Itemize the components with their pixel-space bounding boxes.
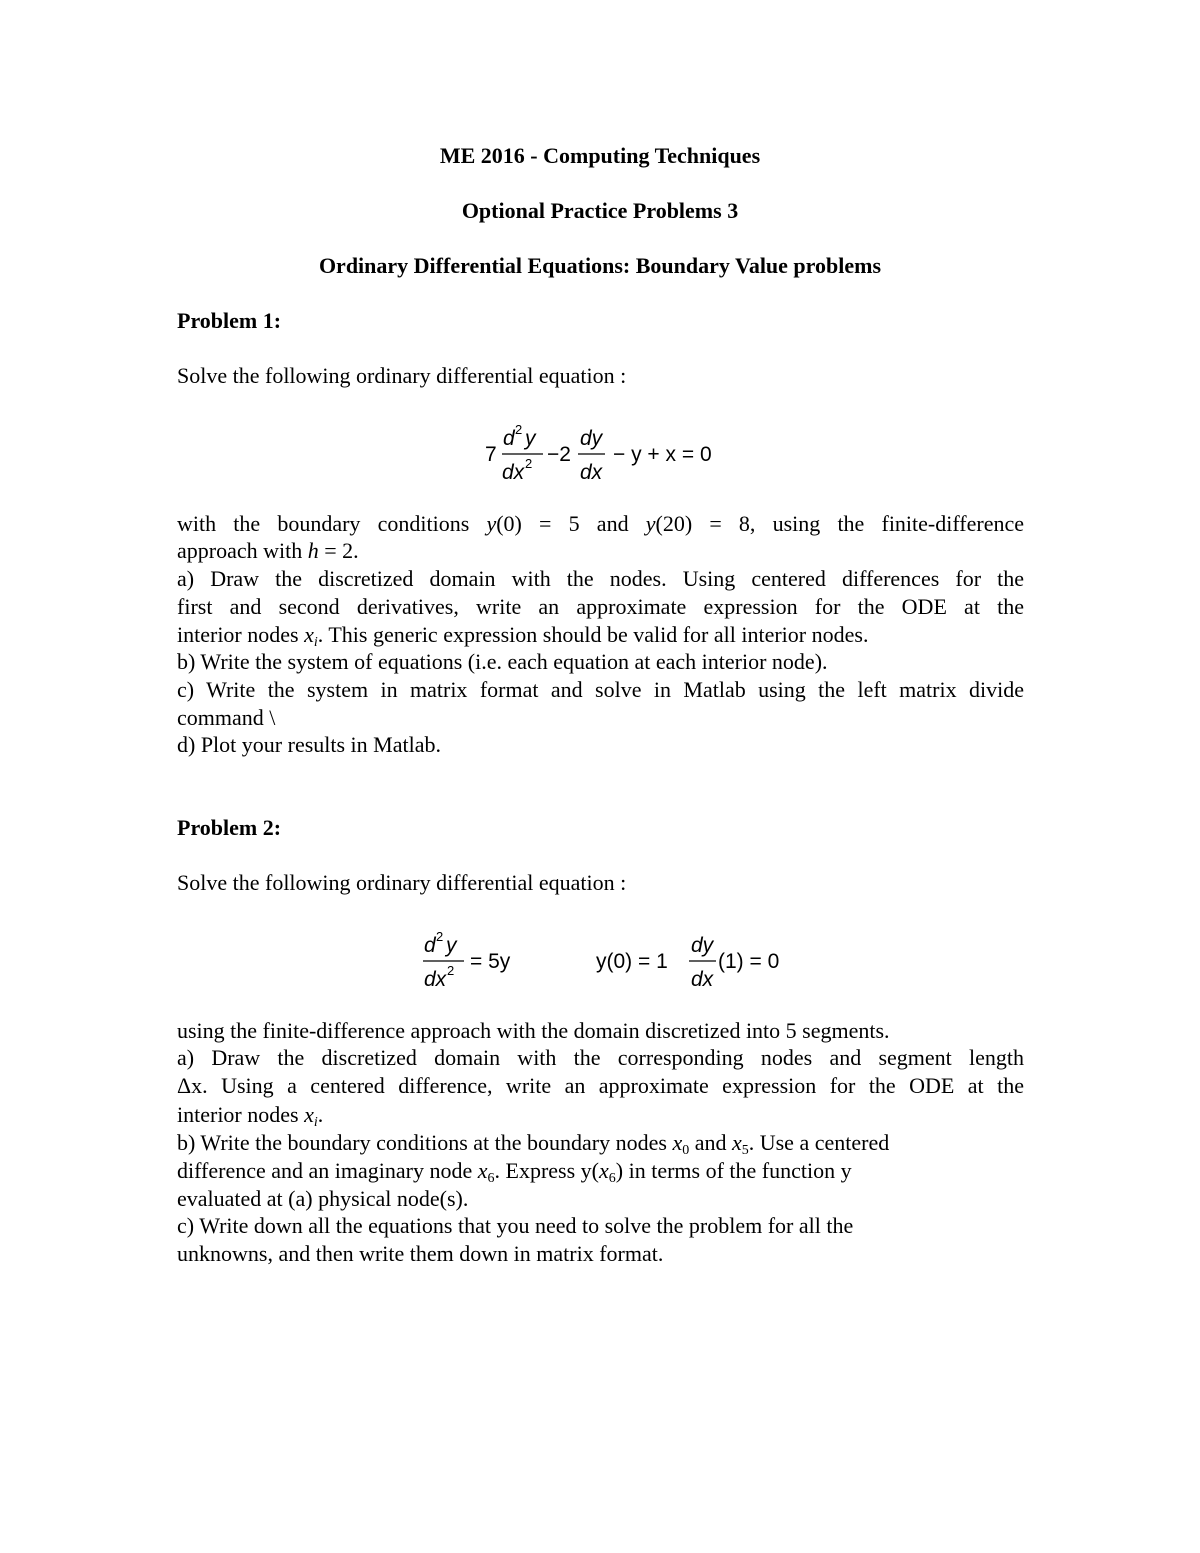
svg-text:dy: dy (691, 934, 714, 957)
svg-text:− y + x = 0: − y + x = 0 (613, 443, 712, 466)
svg-text:y: y (525, 427, 536, 450)
page-subtitle: Optional Practice Problems 3 (461, 198, 739, 223)
svg-text:d: d (503, 427, 515, 450)
svg-text:y: y (446, 934, 457, 957)
svg-text:dx: dx (580, 461, 603, 484)
problem1-approach-line: approach with h = 2. (177, 538, 359, 563)
svg-text:= 5y: = 5y (470, 950, 511, 973)
problem2-part-b-line2: difference and an imaginary node $x_6$. Express $y(x_6)$ in terms of the function y (177, 1158, 852, 1186)
problem2-part-a-line3: interior nodes $x_i$. (177, 1102, 324, 1130)
topic-title: Ordinary Differential Equations: Boundary Value problems (318, 253, 882, 278)
svg-text:d: d (424, 934, 436, 957)
problem2-part-b-line3: evaluated at (a) physical node(s). (177, 1186, 469, 1211)
problem1-boundary-line: with the boundary conditions y(0) = 5 and y(20) = 8, using the finite-difference (177, 511, 1025, 536)
problem1-part-c-line1: c) Write the system in matrix format and solve in Matlab using the left matrix divide (177, 677, 1024, 702)
svg-text:2: 2 (447, 963, 455, 978)
problem2-part-a-line2: Δx. Using a centered difference, write an approximate expression for the ODE at the (177, 1073, 1024, 1098)
svg-text:−2: −2 (547, 443, 571, 466)
problem1-heading: Problem 1: (177, 308, 282, 333)
problem1-part-a-line2: first and second derivatives, write an approximate expression for the ODE at the (177, 594, 1024, 619)
problem1-part-a-line3: interior nodes $x_i$. This generic expression should be valid for all interior nodes. (177, 622, 869, 650)
svg-text:(1) = 0: (1) = 0 (718, 950, 780, 973)
problem1-part-d: d) Plot your results in Matlab. (177, 732, 441, 757)
problem2-intro: Solve the following ordinary differential equation : (177, 870, 627, 895)
problem1-intro: Solve the following ordinary differential equation : (177, 363, 627, 388)
problem1-part-a-line1: a) Draw the discretized domain with the nodes. Using centered differences for the (177, 566, 1024, 591)
problem2-heading: Problem 2: (177, 815, 282, 840)
svg-text:dx: dx (502, 461, 525, 484)
problem2-equation (420, 925, 790, 995)
problem2-part-c-line2: unknowns, and then write them down in matrix format. (177, 1241, 664, 1266)
problem1-part-c-line2: command \ (177, 705, 276, 730)
problem1-part-b: b) Write the system of equations (i.e. each equation at each interior node). (177, 649, 828, 674)
problem2-part-c-line1: c) Write down all the equations that you need to solve the problem for all the (177, 1213, 854, 1238)
svg-text:2: 2 (525, 456, 533, 471)
svg-text:dx: dx (424, 968, 447, 991)
svg-text:7: 7 (485, 443, 497, 466)
problem2-line1: using the finite-difference approach with the domain discretized into 5 segments. (177, 1018, 890, 1043)
problem2-part-b-line1: b) Write the boundary conditions at the boundary nodes $x_0$ and $x_5$. Use a centered (177, 1130, 890, 1158)
svg-text:dy: dy (580, 427, 603, 450)
problem1-equation (485, 418, 725, 488)
course-title: ME 2016 - Computing Techniques (439, 143, 761, 168)
problem2-part-a-line1: a) Draw the discretized domain with the corresponding nodes and segment length (177, 1045, 1024, 1070)
svg-text:y(0) = 1: y(0) = 1 (596, 950, 668, 973)
svg-text:2: 2 (515, 422, 523, 437)
svg-text:2: 2 (436, 929, 444, 944)
svg-text:dx: dx (691, 968, 714, 991)
